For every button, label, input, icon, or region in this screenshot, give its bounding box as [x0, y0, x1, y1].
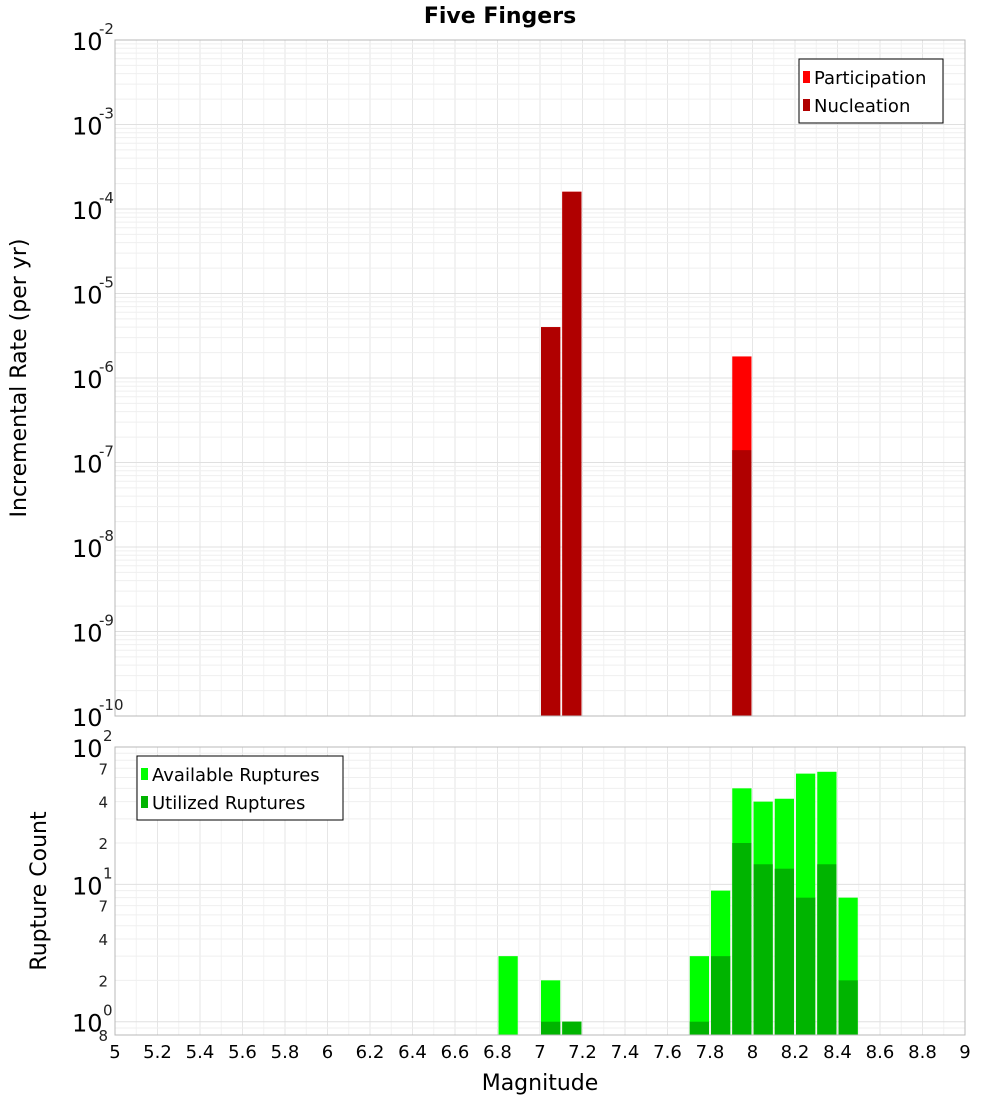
- count-y-minor-tick-label: 2: [98, 835, 108, 853]
- count-y-minor-tick-label: 7: [98, 897, 108, 916]
- x-tick-label: 9: [959, 1042, 971, 1063]
- x-tick-label: 6.6: [440, 1042, 470, 1063]
- rate-bar-nucleation: [732, 450, 751, 716]
- x-tick-label: 7.6: [653, 1042, 682, 1063]
- x-tick-label: 7.2: [568, 1042, 597, 1063]
- x-tick-label: 5.6: [228, 1042, 257, 1063]
- count-bar-utilized-ruptures: [711, 956, 730, 1035]
- rate-y-tick-exponent: -3: [99, 104, 114, 123]
- rate-y-tick-label: 10: [72, 28, 103, 56]
- count-y-tick-label: 10: [72, 872, 103, 901]
- count-bar-utilized-ruptures: [839, 980, 858, 1035]
- x-tick-label: 5.4: [185, 1042, 215, 1063]
- x-axis-label: Magnitude: [481, 1071, 599, 1096]
- rate-y-tick-exponent: -5: [99, 273, 114, 292]
- count-y-minor-tick-label: 4: [98, 793, 108, 812]
- x-tick-label: 8.8: [908, 1042, 937, 1063]
- count-y-minor-tick-label: 7: [98, 760, 108, 779]
- rate-legend-label: Participation: [814, 68, 927, 89]
- count-panel: [27, 727, 971, 1096]
- rate-y-tick-exponent: -10: [99, 696, 124, 714]
- chart-title: Five Fingers: [423, 4, 577, 29]
- rate-bar-nucleation: [562, 192, 581, 716]
- rate-y-tick-exponent: -4: [99, 189, 114, 207]
- rate-y-tick-label: 10: [72, 366, 103, 394]
- count-y-minor-tick-label: 2: [98, 972, 108, 991]
- rate-panel: [7, 20, 965, 732]
- count-bar-utilized-ruptures: [541, 1022, 560, 1035]
- rate-y-tick-label: 10: [72, 112, 103, 141]
- count-y-axis-label: Rupture Count: [27, 811, 52, 971]
- rate-gridlines: [115, 40, 965, 716]
- count-bar-utilized-ruptures: [732, 843, 751, 1035]
- rate-bar-nucleation: [541, 327, 560, 716]
- count-legend-swatch: [141, 796, 148, 808]
- count-y-tick-exponent: 1: [103, 864, 113, 883]
- rate-y-tick-label: 10: [72, 619, 103, 648]
- rate-y-tick-exponent: -2: [99, 20, 114, 38]
- count-y-minor-tick-label: 8: [98, 1027, 108, 1045]
- count-bar-available-ruptures: [499, 956, 518, 1035]
- count-y-tick-label: 10: [72, 735, 103, 763]
- count-bar-utilized-ruptures: [817, 864, 836, 1035]
- x-tick-label: 8.4: [823, 1042, 852, 1063]
- x-tick-label: 7.8: [695, 1042, 725, 1063]
- x-tick-label: 7.4: [610, 1042, 640, 1063]
- rate-y-tick-exponent: -8: [99, 527, 114, 545]
- rate-y-tick-label: 10: [72, 281, 103, 310]
- x-tick-label: 6: [321, 1042, 334, 1063]
- count-bar-utilized-ruptures: [690, 1022, 709, 1035]
- count-legend-label: Available Ruptures: [152, 765, 320, 786]
- count-y-tick-label: 10: [72, 1009, 103, 1038]
- rate-y-tick-label: 10: [72, 450, 103, 479]
- x-tick-label: 6.8: [483, 1042, 512, 1063]
- count-legend-swatch: [141, 768, 148, 780]
- rate-legend: [799, 59, 943, 123]
- x-tick-label: 6.2: [355, 1042, 385, 1063]
- rate-y-axis-label: Incremental Rate (per yr): [7, 238, 32, 518]
- rate-y-tick-exponent: -6: [99, 358, 114, 376]
- rate-y-tick-label: 10: [72, 535, 103, 563]
- rate-legend-swatch: [803, 71, 810, 83]
- x-tick-label: 5: [109, 1042, 121, 1063]
- rate-legend-label: Nucleation: [814, 96, 911, 117]
- x-tick-label: 8.6: [865, 1042, 895, 1063]
- x-tick-label: 7: [534, 1042, 546, 1063]
- count-legend: [137, 756, 343, 820]
- x-tick-label: 8.2: [780, 1042, 810, 1063]
- count-bar-utilized-ruptures: [562, 1022, 581, 1035]
- x-tick-label: 5.2: [143, 1042, 172, 1063]
- x-tick-label: 5.8: [270, 1042, 300, 1063]
- rate-y-tick-label: 10: [72, 197, 103, 225]
- rate-y-tick-exponent: -9: [99, 611, 114, 630]
- count-y-tick-exponent: 0: [103, 1001, 113, 1020]
- count-y-minor-tick-label: 4: [98, 931, 108, 949]
- count-legend-label: Utilized Ruptures: [152, 793, 306, 814]
- count-y-tick-labels: [72, 727, 113, 1045]
- count-y-tick-exponent: 2: [103, 727, 113, 745]
- count-bar-utilized-ruptures: [754, 864, 773, 1035]
- x-tick-label: 8: [746, 1042, 759, 1063]
- x-tick-labels: [109, 1042, 970, 1063]
- count-bar-utilized-ruptures: [775, 869, 794, 1035]
- count-bar-utilized-ruptures: [796, 898, 815, 1035]
- x-tick-label: 6.4: [398, 1042, 427, 1063]
- rate-y-tick-exponent: -7: [99, 442, 114, 461]
- rate-legend-swatch: [803, 99, 810, 111]
- rate-y-tick-label: 10: [72, 704, 103, 732]
